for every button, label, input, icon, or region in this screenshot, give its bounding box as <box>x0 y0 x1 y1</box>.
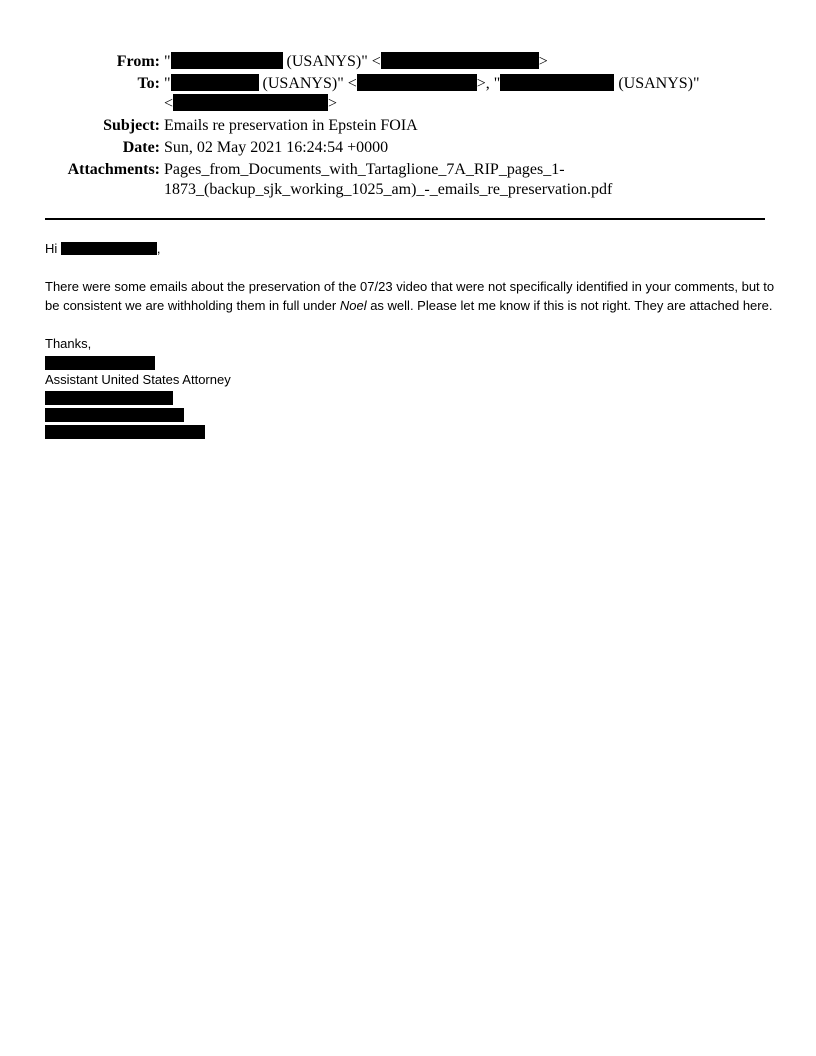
greeting-suffix: , <box>156 241 161 256</box>
attachment-filename-line1[interactable]: Pages_from_Documents_with_Tartaglione_7A_RIP_pages_1- <box>164 161 565 178</box>
redaction-box <box>45 425 205 439</box>
to-org1: (USANYS)" < <box>258 75 357 92</box>
to-sep: >, " <box>476 75 501 92</box>
redaction-box <box>61 242 157 255</box>
to-value-line2 <box>164 94 816 114</box>
greeting <box>45 239 785 258</box>
redaction-box <box>45 356 155 370</box>
from-value <box>164 53 548 70</box>
para-part2: as well. Please let me know if this is not right. They are attached here. <box>366 298 773 313</box>
redaction-box <box>500 74 614 91</box>
para-part1: There were some emails about the preservation of the 07/23 video that were not specifically identified in your comments, but to be consistent we are withholding them in full under <box>45 279 775 313</box>
redaction-box <box>381 52 539 69</box>
greeting-prefix: Hi <box>45 241 61 256</box>
to-line2-open: < <box>164 95 174 112</box>
to-line2-close: > <box>328 95 338 112</box>
to-quote: " <box>164 75 171 92</box>
to-value-line1 <box>164 74 816 94</box>
from-label: From: <box>116 53 160 70</box>
redaction-box <box>45 391 173 405</box>
date-row <box>0 138 816 158</box>
redaction-box <box>357 74 477 91</box>
from-org: (USANYS)" < <box>282 53 381 70</box>
date-label: Date: <box>122 139 160 156</box>
redaction-box <box>171 52 283 69</box>
redaction-box <box>171 74 259 91</box>
subject-value: Emails re preservation in Epstein FOIA <box>164 117 418 134</box>
email-body <box>45 239 785 439</box>
subject-row <box>0 116 816 136</box>
date-value: Sun, 02 May 2021 16:24:54 +0000 <box>164 139 389 156</box>
redaction-box <box>45 408 184 422</box>
attachments-label: Attachments: <box>67 161 160 178</box>
signature-title: Assistant United States Attorney <box>45 372 231 387</box>
para-italic: Noel <box>339 298 367 313</box>
closing: Thanks, <box>45 336 92 351</box>
subject-label: Subject: <box>103 117 160 134</box>
body-paragraph <box>45 277 785 315</box>
from-row <box>0 52 816 72</box>
header-divider <box>45 218 765 220</box>
to-row <box>0 74 816 114</box>
from-quote: " <box>164 53 171 70</box>
to-org2: (USANYS)" <box>614 75 700 92</box>
from-close: > <box>538 53 548 70</box>
attachment-filename-line2[interactable]: 1873_(backup_sjk_working_1025_am)_-_emails_re_preservation.pdf <box>164 181 613 198</box>
attachments-row <box>0 160 816 200</box>
redaction-box <box>173 94 328 111</box>
to-label: To: <box>137 75 160 92</box>
email-header <box>0 52 816 200</box>
